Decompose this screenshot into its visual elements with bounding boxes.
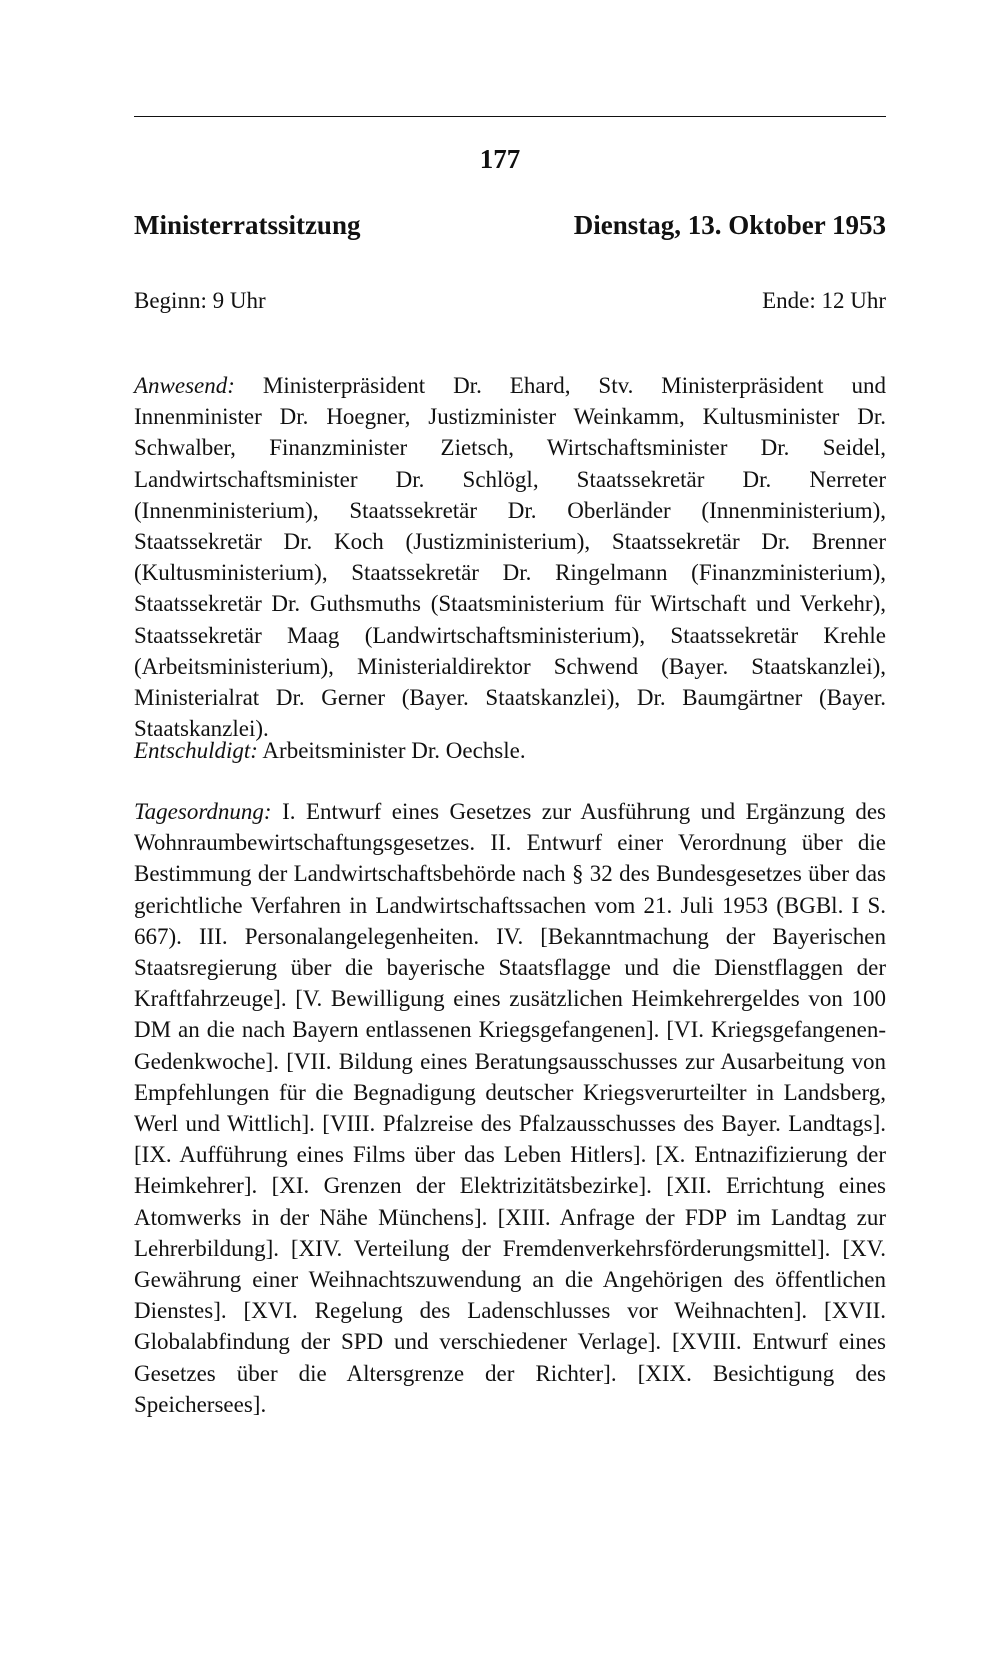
- excused-text: Arbeitsminister Dr. Oechsle.: [257, 738, 526, 763]
- excused-paragraph: [134, 735, 886, 766]
- agenda-text: I. Entwurf eines Gesetzes zur Ausführung und Ergänzung des Wohnraumbewirtschaftungsgesetzes. II. Entwurf einer Verordnung über die Bestimmung der Landwirtschaftsbehörde nach § 32 des Bundesgesetzes über das gerichtliche Verfahren in Landwirtschaftssachen vom 21. Juli 1953 (BGBl. I S. 667). III. Personalangelegenheiten. IV. [Bekanntmachung der Bayerischen Staatsregierung über die bayerische Staatsflagge und die Dienstflaggen der Kraftfahrzeuge]. [V. Bewilligung eines zusätzlichen Heimkehrergeldes von 100 DM an die nach Bayern entlassenen Kriegsgefangenen]. [VI. Kriegsgefangenen-Gedenkwoche]. [VII. Bildung eines Beratungsausschusses zur Ausarbeitung von Empfehlungen für die Begnadigung deutscher Kriegsverurteilter in Landsberg, Werl und Wittlich]. [VIII. Pfalzreise des Pfalzausschusses des Bayer. Landtags]. [IX. Aufführung eines Films über das Leben Hitlers]. [X. Entnazifizierung der Heimkehrer]. [XI. Grenzen der Elektrizitätsbezirke]. [XII. Errichtung eines Atomwerks in der Nähe Münchens]. [XIII. Anfrage der FDP im Landtag zur Lehrerbildung]. [XIV. Verteilung der Fremdenverkehrsförderungsmittel]. [XV. Gewährung einer Weihnachtszuwendung an die Angehörigen des öffentlichen Dienstes]. [XVI. Regelung des Ladenschlusses vor Weihnachten]. [XVII. Globalabfindung der SPD und verschiedener Verlage]. [XVIII. Entwurf eines Gesetzes über die Altersgrenze der Richter]. [XIX. Besichtigung des Speichersees].: [134, 799, 886, 1417]
- attendance-label: Anwesend:: [134, 373, 235, 398]
- begin-time: Beginn: 9 Uhr: [134, 288, 266, 313]
- page-number: 177: [479, 144, 521, 174]
- agenda-paragraph: [134, 796, 886, 1420]
- session-title: Ministerratssitzung: [134, 210, 361, 240]
- time-row: [134, 288, 886, 314]
- excused-label: Entschuldigt:: [134, 738, 258, 763]
- title-row: [134, 210, 886, 241]
- end-time: Ende: 12 Uhr: [762, 288, 886, 313]
- attendance-text: Ministerpräsident Dr. Ehard, Stv. Ministerpräsident und Innenminister Dr. Hoegner, Justizminister Weinkamm, Kultusminister Dr. Schwalber, Finanzminister Zietsch, Wirtschaftsminister Dr. Seidel, Landwirtschaftsminister Dr. Schlögl, Staatssekretär Dr. Nerreter (Innenministerium), Staatssekretär Dr. Oberländer (Innenministerium), Staatssekretär Dr. Koch (Justizministerium), Staatssekretär Dr. Brenner (Kultusministerium), Staatssekretär Dr. Ringelmann (Finanzministerium), Staatssekretär Dr. Guthsmuths (Staatsministerium für Wirtschaft und Verkehr), Staatssekretär Maag (Landwirtschaftsministerium), Staatssekretär Krehle (Arbeitsministerium), Ministerialdirektor Schwend (Bayer. Staatskanzlei), Ministerialrat Dr. Gerner (Bayer. Staatskanzlei), Dr. Baumgärtner (Bayer. Staatskanzlei).: [134, 373, 886, 742]
- attendance-paragraph: [134, 370, 886, 744]
- session-date: Dienstag, 13. Oktober 1953: [573, 210, 886, 240]
- header-rule: [134, 116, 886, 117]
- agenda-label: Tagesordnung:: [134, 799, 272, 824]
